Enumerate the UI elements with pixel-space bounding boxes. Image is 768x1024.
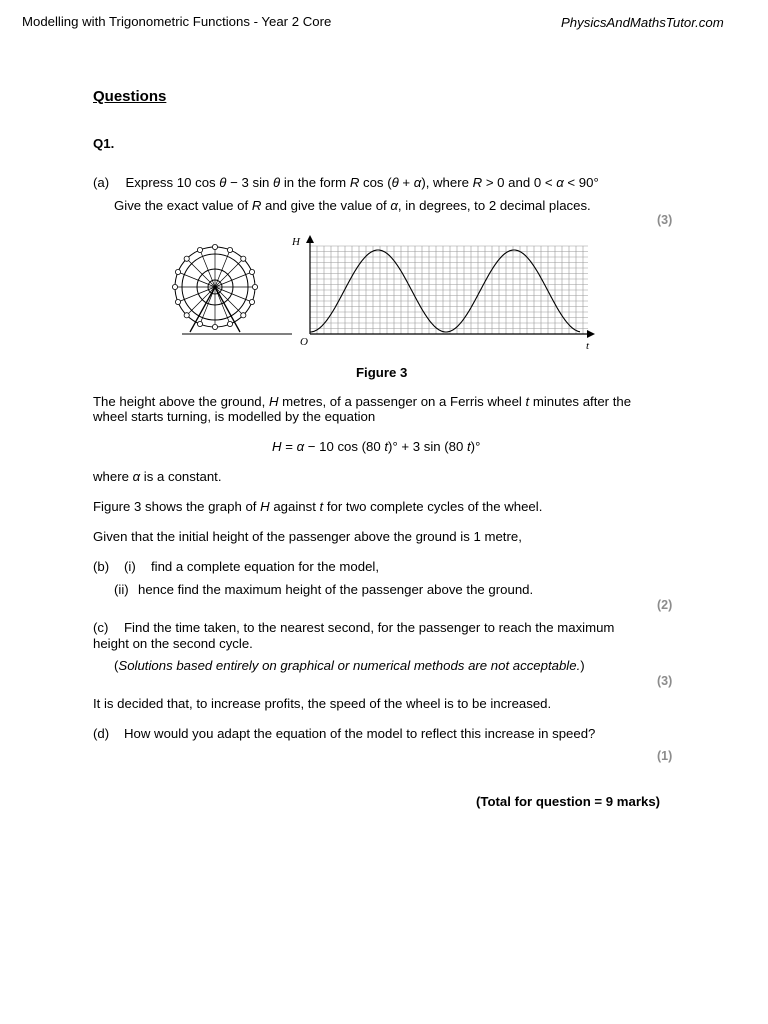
part-c-note <box>114 658 585 673</box>
part-a-text: < 90° <box>563 175 599 190</box>
where-text-part: is a constant. <box>140 469 222 484</box>
figure-caption: Figure 3 <box>356 365 408 380</box>
h-symbol: H <box>260 499 270 514</box>
t-symbol: t <box>384 439 389 454</box>
figure-description-text: against <box>269 499 320 514</box>
part-a-text: > 0 and 0 < <box>482 175 557 190</box>
intro-text: minutes after the <box>529 394 632 409</box>
intro-text: metres, of a passenger on a Ferris wheel <box>278 394 526 409</box>
intro-line-2: wheel starts turning, is modelled by the equation <box>93 409 376 424</box>
part-d-marks: (1) <box>657 749 673 763</box>
r-symbol: R <box>251 198 262 213</box>
theta-symbol: θ <box>391 175 399 190</box>
part-b-marks: (2) <box>657 598 673 612</box>
given-text: Given that the initial height of the passenger above the ground is 1 metre, <box>93 529 522 544</box>
alpha-symbol: α <box>390 198 398 213</box>
figure-description <box>93 499 542 514</box>
part-a-text: Express 10 cos <box>125 175 220 190</box>
ferris-wheel-drawing <box>172 244 292 334</box>
part-a-marks: (3) <box>657 213 673 227</box>
profit-text: It is decided that, to increase profits, the speed of the wheel is to be increased. <box>93 696 552 711</box>
where-text-part: where <box>93 469 133 484</box>
part-b-ii-label: (ii) <box>114 582 129 597</box>
alpha-symbol: α <box>413 175 422 190</box>
part-a-label: (a) <box>93 175 110 190</box>
part-d-text: How would you adapt the equation of the model to reflect this increase in speed? <box>124 726 596 741</box>
y-axis-label: H <box>292 236 300 248</box>
part-a-text: and give the value of <box>261 198 391 213</box>
part-a-text: Give the exact value of <box>114 198 252 213</box>
theta-symbol: θ <box>219 175 227 190</box>
r-symbol: R <box>349 175 360 190</box>
part-a-text: − 3 sin <box>226 175 274 190</box>
equation-text: = <box>281 439 297 454</box>
question-total: (Total for question = 9 marks) <box>476 794 661 809</box>
paren: ( <box>114 658 119 673</box>
part-d-label: (d) <box>93 726 110 741</box>
part-b-label: (b) <box>93 559 110 574</box>
h-symbol: H <box>268 394 279 409</box>
part-c-text-1: Find the time taken, to the nearest second, for the passenger to reach the maximum <box>124 620 615 635</box>
part-c-text-2: height on the second cycle. <box>93 636 253 651</box>
paren: ) <box>580 658 585 673</box>
part-b-i-label: (i) <box>124 559 136 574</box>
x-axis-label: t <box>586 340 590 352</box>
part-a-text: , in degrees, to 2 decimal places. <box>397 198 591 213</box>
part-a-text: in the form <box>280 175 350 190</box>
part-c-marks: (3) <box>657 674 673 688</box>
equation-text: − 10 cos (80 <box>304 439 385 454</box>
part-a <box>93 175 599 190</box>
part-b-i-text: find a complete equation for the model, <box>151 559 379 574</box>
header-site: PhysicsAndMathsTutor.com <box>561 15 724 30</box>
graph-grid <box>310 246 588 334</box>
figure-description-text: Figure 3 shows the graph of <box>93 499 261 514</box>
question-number: Q1. <box>93 136 115 151</box>
y-axis-arrow-icon <box>306 235 314 243</box>
part-c-label: (c) <box>93 620 109 635</box>
t-symbol: t <box>319 499 324 514</box>
equation-text: )° <box>470 439 481 454</box>
part-a-text: cos ( <box>359 175 392 190</box>
part-a-text: ), where <box>421 175 473 190</box>
origin-label: O <box>300 336 308 348</box>
intro-text: The height above the ground, <box>93 394 269 409</box>
alpha-symbol: α <box>132 469 141 484</box>
intro-line-1 <box>93 394 631 409</box>
figure-description-text: for two complete cycles of the wheel. <box>323 499 543 514</box>
r-symbol: R <box>472 175 483 190</box>
t-symbol: t <box>467 439 471 454</box>
model-equation <box>272 439 480 454</box>
part-b-ii-text: hence find the maximum height of the passenger above the ground. <box>138 582 534 597</box>
part-c-note-text: Solutions based entirely on graphical or numerical methods are not acceptable. <box>118 658 581 673</box>
section-title: Questions <box>93 88 167 105</box>
t-symbol: t <box>525 394 530 409</box>
equation-text: )° + 3 sin (80 <box>388 439 467 454</box>
h-symbol: H <box>272 439 282 454</box>
theta-symbol: θ <box>273 175 281 190</box>
alpha-symbol: α <box>296 439 305 454</box>
x-axis-arrow-icon <box>587 330 595 338</box>
alpha-symbol: α <box>556 175 564 190</box>
header-title: Modelling with Trigonometric Functions - Year 2 Core <box>22 14 332 29</box>
part-a-text: + <box>398 175 414 190</box>
part-a-line2 <box>114 198 591 213</box>
where-text <box>93 469 222 484</box>
figure-3 <box>170 232 610 357</box>
